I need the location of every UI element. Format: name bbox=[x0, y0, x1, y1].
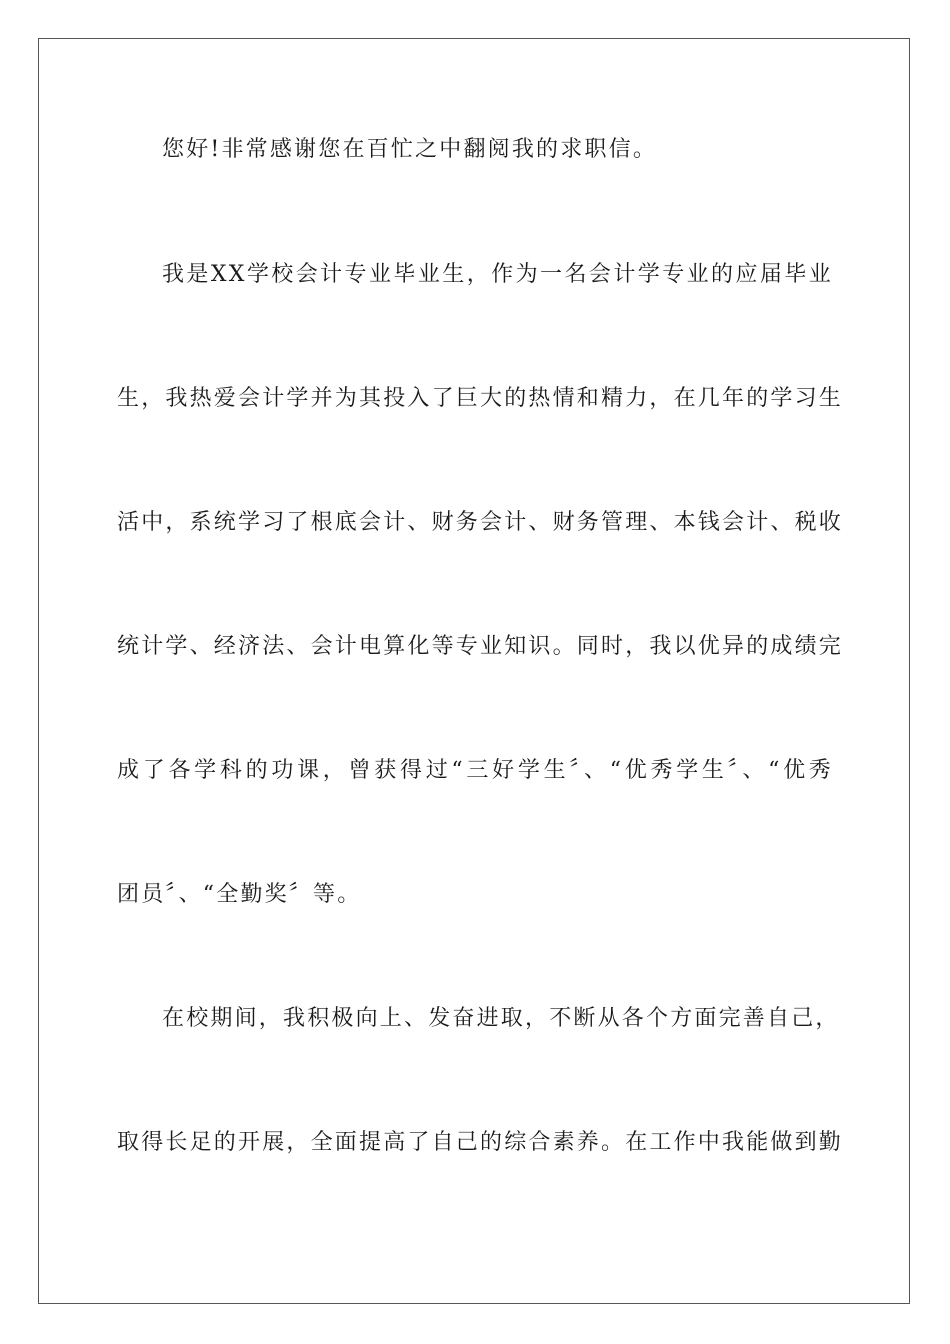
paragraph-2-line-1: 在校期间，我积极向上、发奋进取，不断从各个方面完善自己， bbox=[162, 1006, 840, 1031]
paragraph-1-line-6: 团员〞、“全勤奖〞等。 bbox=[117, 882, 362, 907]
paragraph-1-line-1: 我是XX学校会计专业毕业生，作为一名会计学专业的应届毕业 bbox=[162, 262, 833, 287]
paragraph-1-line-3: 活中，系统学习了根底会计、财务会计、财务管理、本钱会计、税收 bbox=[117, 510, 844, 535]
paragraph-2-line-2: 取得长足的开展，全面提高了自己的综合素养。在工作中我能做到勤 bbox=[117, 1130, 844, 1155]
paragraph-1-line-4: 统计学、经济法、会计电算化等专业知识。同时，我以优异的成绩完 bbox=[117, 634, 844, 659]
paragraph-1-line-2: 生，我热爱会计学并为其投入了巨大的热情和精力，在几年的学习生 bbox=[117, 386, 844, 411]
greeting-line: 您好!非常感谢您在百忙之中翻阅我的求职信。 bbox=[162, 137, 658, 162]
page-border bbox=[38, 38, 910, 1304]
paragraph-1-line-5: 成了各学科的功课，曾获得过“三好学生〞、“优秀学生〞、“优秀 bbox=[117, 758, 833, 783]
